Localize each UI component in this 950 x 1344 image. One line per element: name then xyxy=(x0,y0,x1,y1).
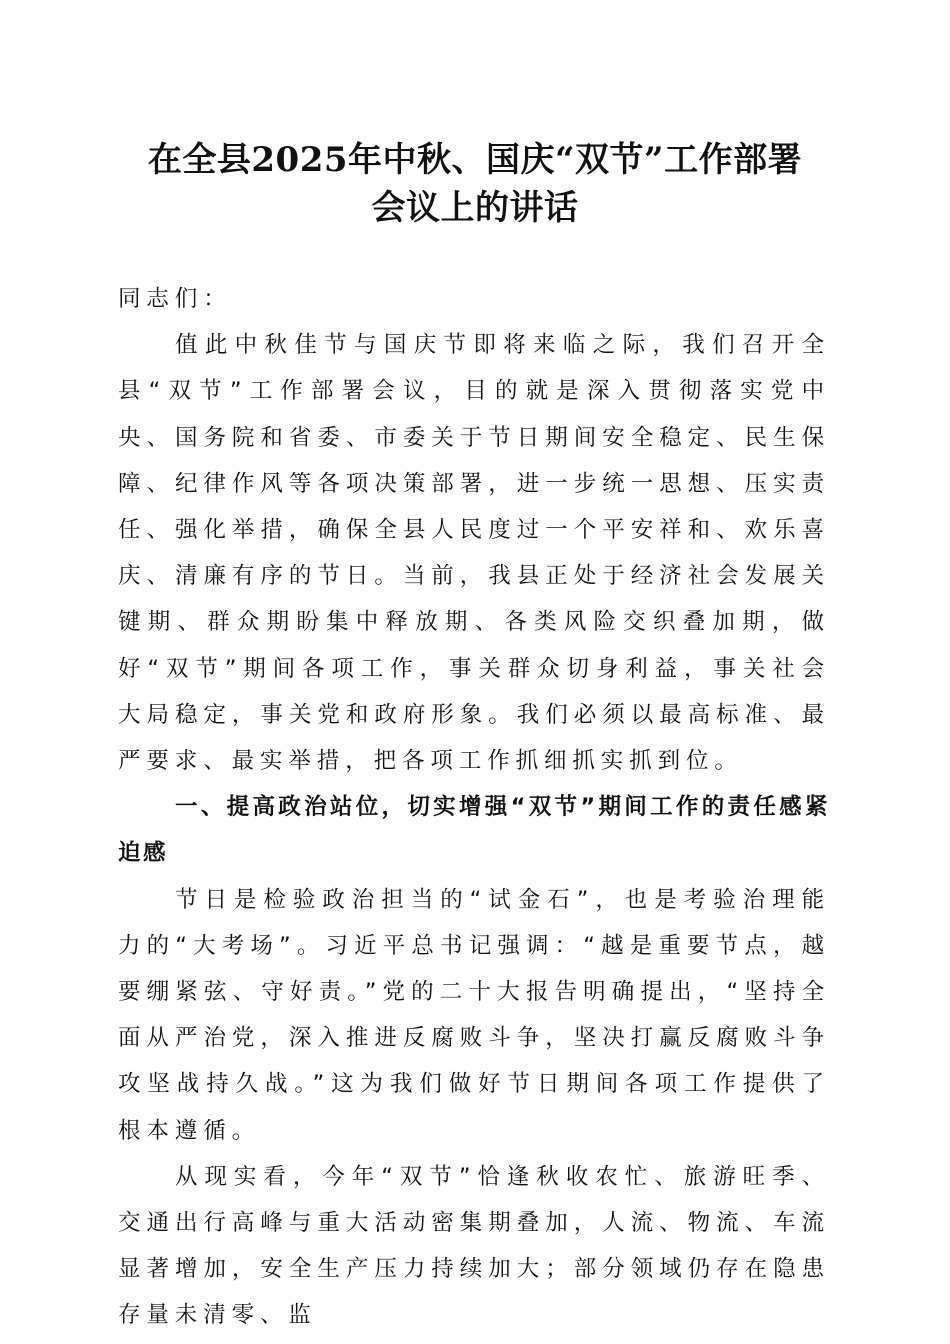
salutation: 同志们： xyxy=(118,286,232,312)
document-title-line-2: 会议上的讲话 xyxy=(371,188,579,228)
document-title-line-1: 在全县2025年中秋、国庆“双节”工作部署 xyxy=(147,140,803,180)
body-paragraph: 从现实看，今年“双节”恰逢秋收农忙、旅游旺季、交通出行高峰与重大活动密集期叠加，人流、物流、车流显著增加，安全生产压力持续加大；部分领域仍存在隐患存量未清零、监 xyxy=(118,1163,830,1329)
opening-paragraph: 值此中秋佳节与国庆节即将来临之际，我们召开全县“双节”工作部署会议，目的就是深入贯彻落实党中央、国务院和省委、市委关于节日期间安全稳定、民生保障、纪律作风等各项决策部署，进一步统一思想、压实责任、强化举措，确保全县人民度过一个平安祥和、欢乐喜庆、清廉有序的节日。当前，我县正处于经济社会发展关键期、群众期盼集中释放期、各类风险交织叠加期，做好“双节”期间各项工作，事关群众切身利益，事关社会大局稳定，事关党和政府形象。我们必须以最高标准、最严要求、最实举措，把各项工作抓细抓实抓到位。 xyxy=(118,332,830,775)
document-body xyxy=(118,276,830,1339)
section-heading: 一、提高政治站位，切实增强“双节”期间工作的责任感紧迫感 xyxy=(118,794,830,867)
body-paragraph: 节日是检验政治担当的“试金石”，也是考验治理能力的“大考场”。习近平总书记强调：“越是重要节点，越要绷紧弦、守好责。”党的二十大报告明确提出，“坚持全面从严治党，深入推进反腐败斗争，坚决打赢反腐败斗争攻坚战持久战。”这为我们做好节日期间各项工作提供了根本遵循。 xyxy=(118,886,830,1144)
